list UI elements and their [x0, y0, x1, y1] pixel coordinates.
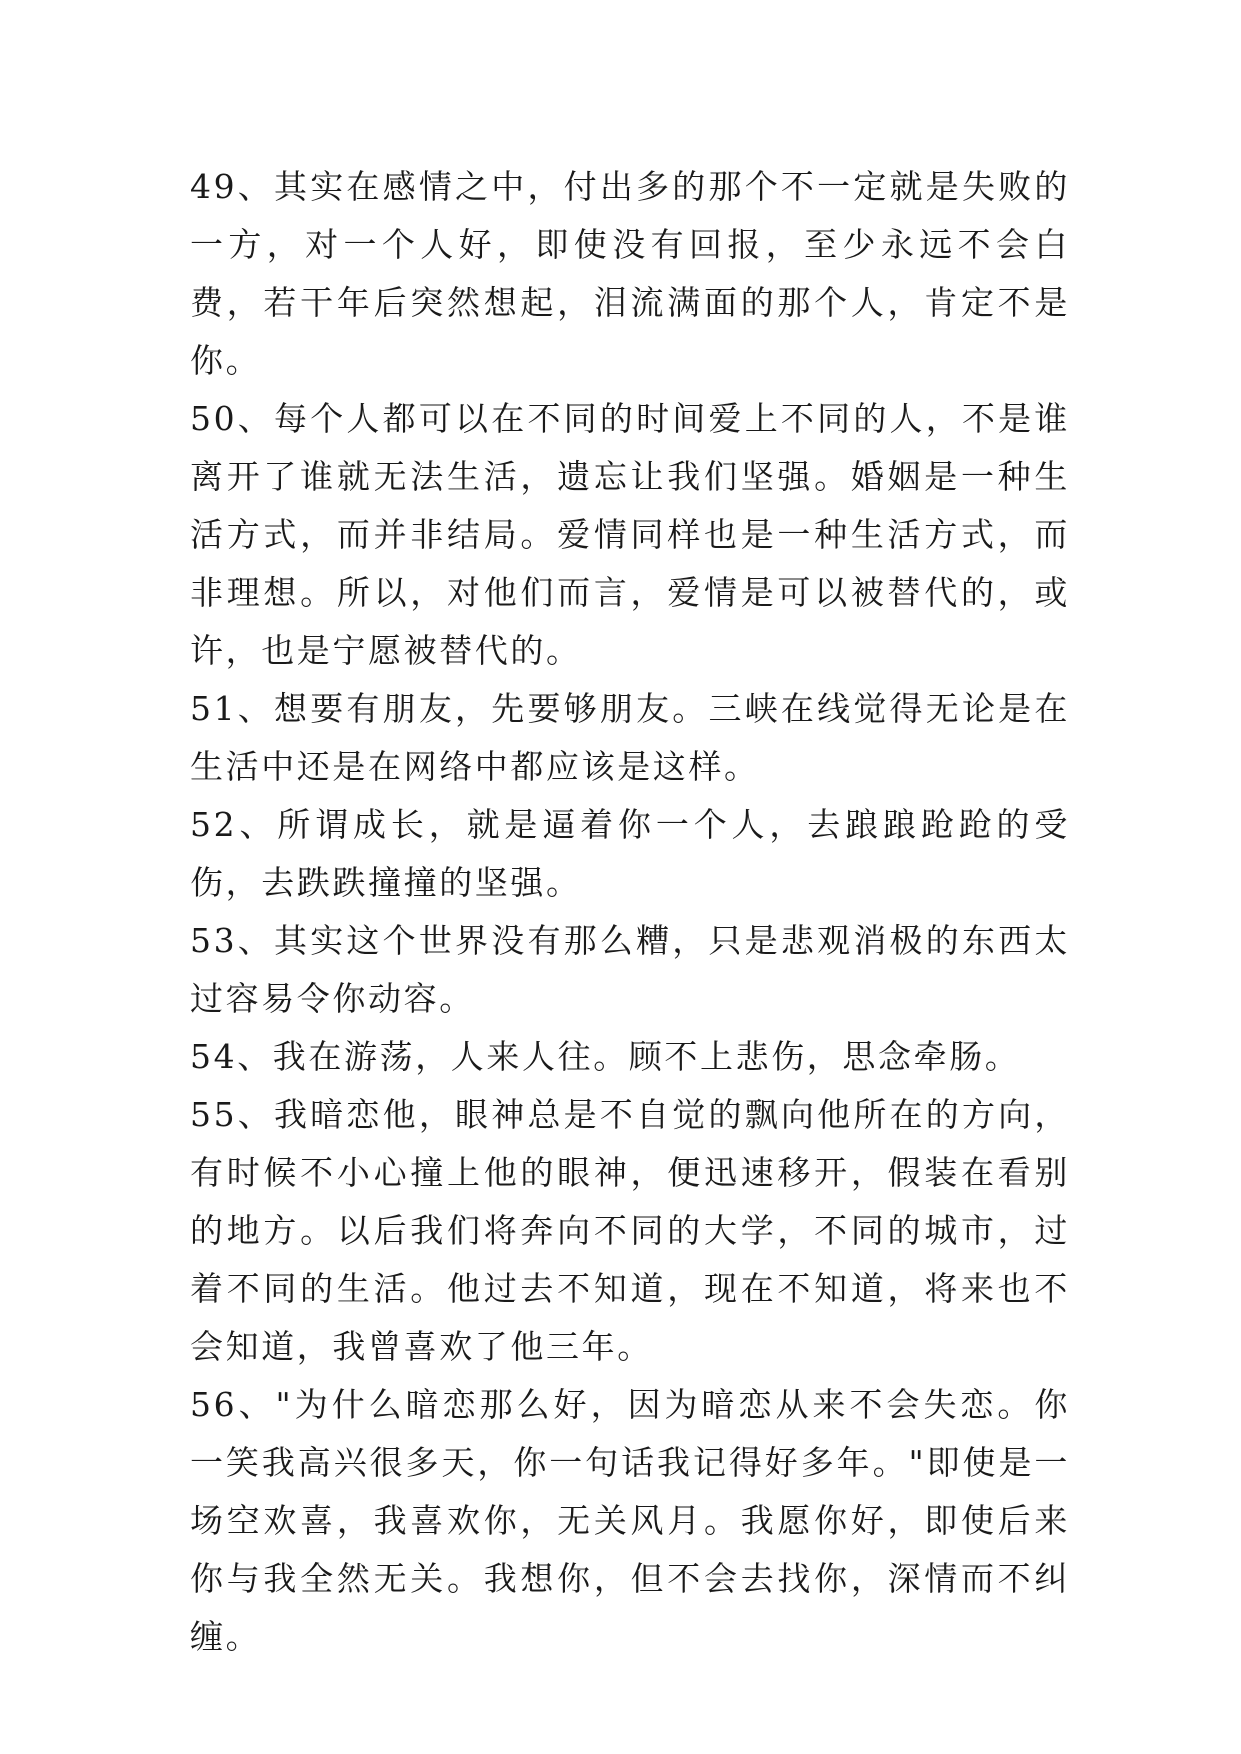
- paragraph-54: 54、我在游荡，人来人往。顾不上悲伤，思念牵肠。: [190, 1037, 1021, 1076]
- paragraph-55: 55、我暗恋他，眼神总是不自觉的飘向他所在的方向，有时候不小心撞上他的眼神，便迅速移开，假装在看别的地方。以后我们将奔向不同的大学，不同的城市，过着不同的生活。他过去不知道，现在不知道，将来也不会知道，我曾喜欢了他三年。: [190, 1095, 1070, 1366]
- paragraph-53: 53、其实这个世界没有那么糟，只是悲观消极的东西太过容易令你动容。: [190, 921, 1070, 1018]
- paragraph-56: 56、"为什么暗恋那么好，因为暗恋从来不会失恋。你一笑我高兴很多天，你一句话我记得好多年。"即使是一场空欢喜，我喜欢你，无关风月。我愿你好，即使后来你与我全然无关。我想你，但不会去找你，深情而不纠缠。: [190, 1385, 1070, 1656]
- paragraph-52: 52、所谓成长，就是逼着你一个人，去踉踉跄跄的受伤，去跌跌撞撞的坚强。: [190, 805, 1070, 902]
- paragraph-50: 50、每个人都可以在不同的时间爱上不同的人，不是谁离开了谁就无法生活，遗忘让我们坚强。婚姻是一种生活方式，而并非结局。爱情同样也是一种生活方式，而非理想。所以，对他们而言，爱情是可以被替代的，或许，也是宁愿被替代的。: [190, 399, 1070, 670]
- document-body: [190, 158, 1070, 1666]
- paragraph-49: 49、其实在感情之中，付出多的那个不一定就是失败的一方，对一个人好，即使没有回报，至少永远不会白费，若干年后突然想起，泪流满面的那个人，肯定不是你。: [190, 167, 1070, 380]
- paragraph-51: 51、想要有朋友，先要够朋友。三峡在线觉得无论是在生活中还是在网络中都应该是这样。: [190, 689, 1070, 786]
